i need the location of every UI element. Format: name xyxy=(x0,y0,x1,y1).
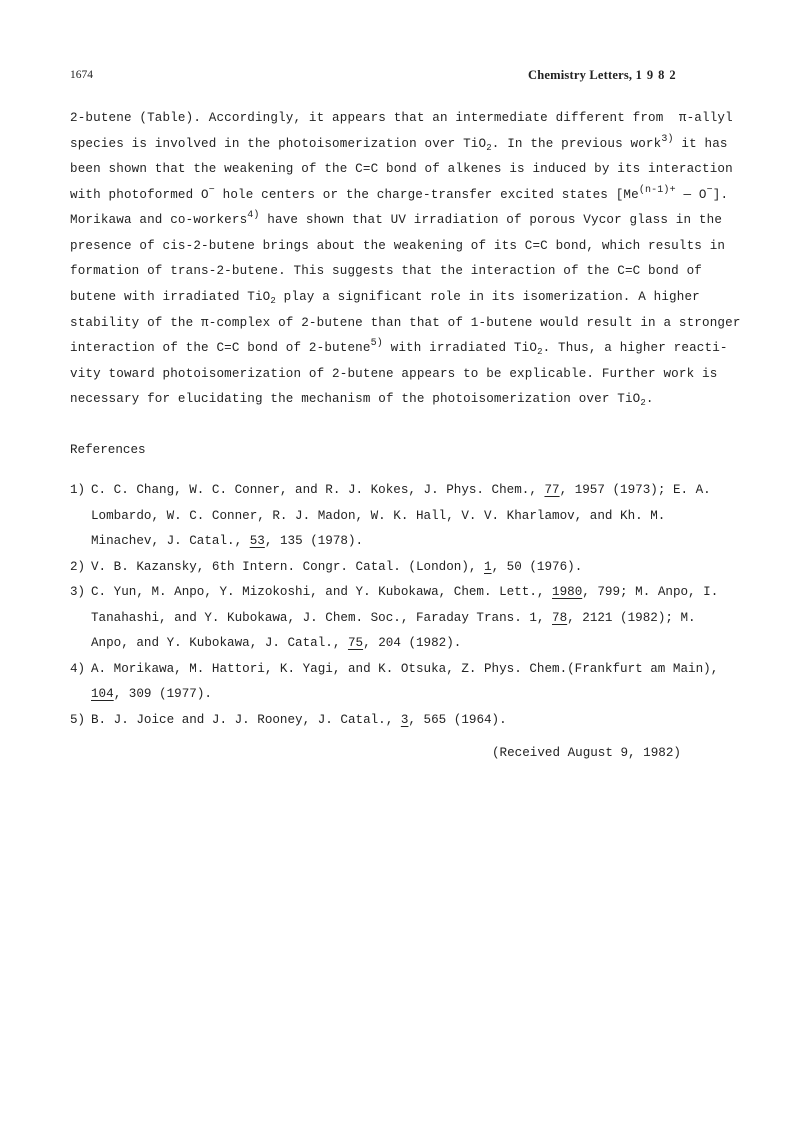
references-heading: References xyxy=(70,443,146,457)
body-text: — O xyxy=(675,188,707,202)
body-text: . Thus, a higher reacti- xyxy=(542,341,728,355)
body-text: . xyxy=(645,392,654,406)
body-line xyxy=(70,212,722,228)
reference-text: , 799; M. Anpo, I. xyxy=(582,585,719,599)
subscript: 2 xyxy=(640,398,646,408)
volume-number: 3 xyxy=(400,713,409,727)
reference-text: Tanahashi, and Y. Kubokawa, J. Chem. Soc., Faraday Trans. 1, xyxy=(91,611,553,625)
journal-year: 1982 xyxy=(635,68,681,82)
body-line xyxy=(70,315,741,331)
page-number: 1674 xyxy=(70,69,93,81)
reference-number: 3) xyxy=(70,585,86,599)
reference-number: 4) xyxy=(70,662,86,676)
charge-superscript: − xyxy=(208,185,215,196)
citation-superscript: 4) xyxy=(247,210,260,221)
reference-number: 5) xyxy=(70,713,86,727)
body-line xyxy=(70,136,728,152)
body-text: . In the previous work xyxy=(491,137,662,151)
charge-superscript: (n-1)+ xyxy=(638,185,676,196)
reference-text: Lombardo, W. C. Conner, R. J. Madon, W. K. Hall, V. V. Kharlamov, and Kh. M. xyxy=(91,509,666,523)
body-line xyxy=(70,110,733,126)
body-line xyxy=(70,391,654,407)
body-line xyxy=(70,187,728,203)
body-line xyxy=(70,238,725,254)
body-text: presence of cis-2-butene brings about the weakening of its C=C bond, which results in xyxy=(70,239,726,253)
reference-line xyxy=(91,533,363,549)
reference-line xyxy=(91,508,665,524)
body-text: Morikawa and co-workers xyxy=(70,213,248,227)
body-text: been shown that the weakening of the C=C bond of alkenes is induced by its interaction xyxy=(70,162,733,176)
reference-text: , 135 (1978). xyxy=(264,534,364,548)
citation-superscript: 5) xyxy=(370,338,383,349)
reference-text: , 309 (1977). xyxy=(113,687,212,701)
volume-number: 1 xyxy=(484,560,492,574)
subscript: 2 xyxy=(537,347,543,357)
reference-text: C. C. Chang, W. C. Conner, and R. J. Kokes, J. Phys. Chem., xyxy=(91,483,545,497)
body-text: with photoformed O xyxy=(70,188,209,202)
reference-line xyxy=(91,559,582,575)
volume-number: 104 xyxy=(91,687,114,701)
reference-text: , 50 (1976). xyxy=(491,560,583,574)
body-line xyxy=(70,366,717,382)
reference-line xyxy=(91,635,461,651)
volume-number: 75 xyxy=(347,636,364,650)
body-line xyxy=(70,289,700,305)
body-text: 2-butene (Table). Accordingly, it appears that an intermediate different from π-allyl xyxy=(70,111,733,125)
reference-number: 1) xyxy=(70,483,86,497)
reference-line xyxy=(91,686,212,702)
reference-line xyxy=(91,482,711,498)
reference-number: 2) xyxy=(70,560,86,574)
body-text: species is involved in the photoisomerization over TiO xyxy=(70,137,487,151)
body-line xyxy=(70,263,702,279)
body-text: hole centers or the charge-transfer excited states [Me xyxy=(214,188,639,202)
received-date: (Received August 9, 1982) xyxy=(492,746,681,760)
reference-text: , 2121 (1982); M. xyxy=(567,611,696,625)
reference-text: , 565 (1964). xyxy=(408,713,507,727)
body-text: it has xyxy=(673,137,728,151)
body-text: formation of trans-2-butene. This suggests that the interaction of the C=C bond of xyxy=(70,264,703,278)
subscript: 2 xyxy=(486,143,492,153)
reference-text: Anpo, and Y. Kubokawa, J. Catal., xyxy=(91,636,348,650)
journal-header xyxy=(528,68,681,83)
body-text: have shown that UV irradiation of porous Vycor glass in the xyxy=(259,213,723,227)
body-line xyxy=(70,161,733,177)
volume-number: 53 xyxy=(249,534,265,548)
body-text: with irradiated TiO xyxy=(382,341,538,355)
subscript: 2 xyxy=(270,296,276,306)
volume-number: 77 xyxy=(544,483,560,497)
body-text: butene with irradiated TiO xyxy=(70,290,271,304)
journal-name: Chemistry Letters, xyxy=(528,68,633,82)
reference-text: V. B. Kazansky, 6th Intern. Congr. Catal. (London), xyxy=(91,560,484,574)
reference-text: Minachev, J. Catal., xyxy=(91,534,250,548)
volume-number: 1980 xyxy=(552,585,583,599)
reference-text: A. Morikawa, M. Hattori, K. Yagi, and K. Otsuka, Z. Phys. Chem.(Frankfurt am Main), xyxy=(91,662,719,676)
reference-text: , 1957 (1973); E. A. xyxy=(559,483,711,497)
body-text: stability of the π-complex of 2-butene than that of 1-butene would result in a stronger xyxy=(70,316,741,330)
body-text: interaction of the C=C bond of 2-butene xyxy=(70,341,371,355)
reference-text: C. Yun, M. Anpo, Y. Mizokoshi, and Y. Kubokawa, Chem. Lett., xyxy=(91,585,553,599)
reference-line xyxy=(91,712,507,728)
body-text: play a significant role in its isomerization. A higher xyxy=(275,290,700,304)
body-text: necessary for elucidating the mechanism of the photoisomerization over TiO xyxy=(70,392,641,406)
reference-line xyxy=(91,610,696,626)
reference-line xyxy=(91,584,718,600)
citation-superscript: 3) xyxy=(661,134,674,145)
charge-superscript: − xyxy=(706,185,713,196)
reference-text: B. J. Joice and J. J. Rooney, J. Catal., xyxy=(91,713,401,727)
reference-line xyxy=(91,661,718,677)
body-text: ]. xyxy=(712,188,729,202)
body-text: vity toward photoisomerization of 2-butene appears to be explicable. Further work is xyxy=(70,367,718,381)
volume-number: 78 xyxy=(552,611,568,625)
reference-text: , 204 (1982). xyxy=(363,636,462,650)
body-line xyxy=(70,340,728,356)
